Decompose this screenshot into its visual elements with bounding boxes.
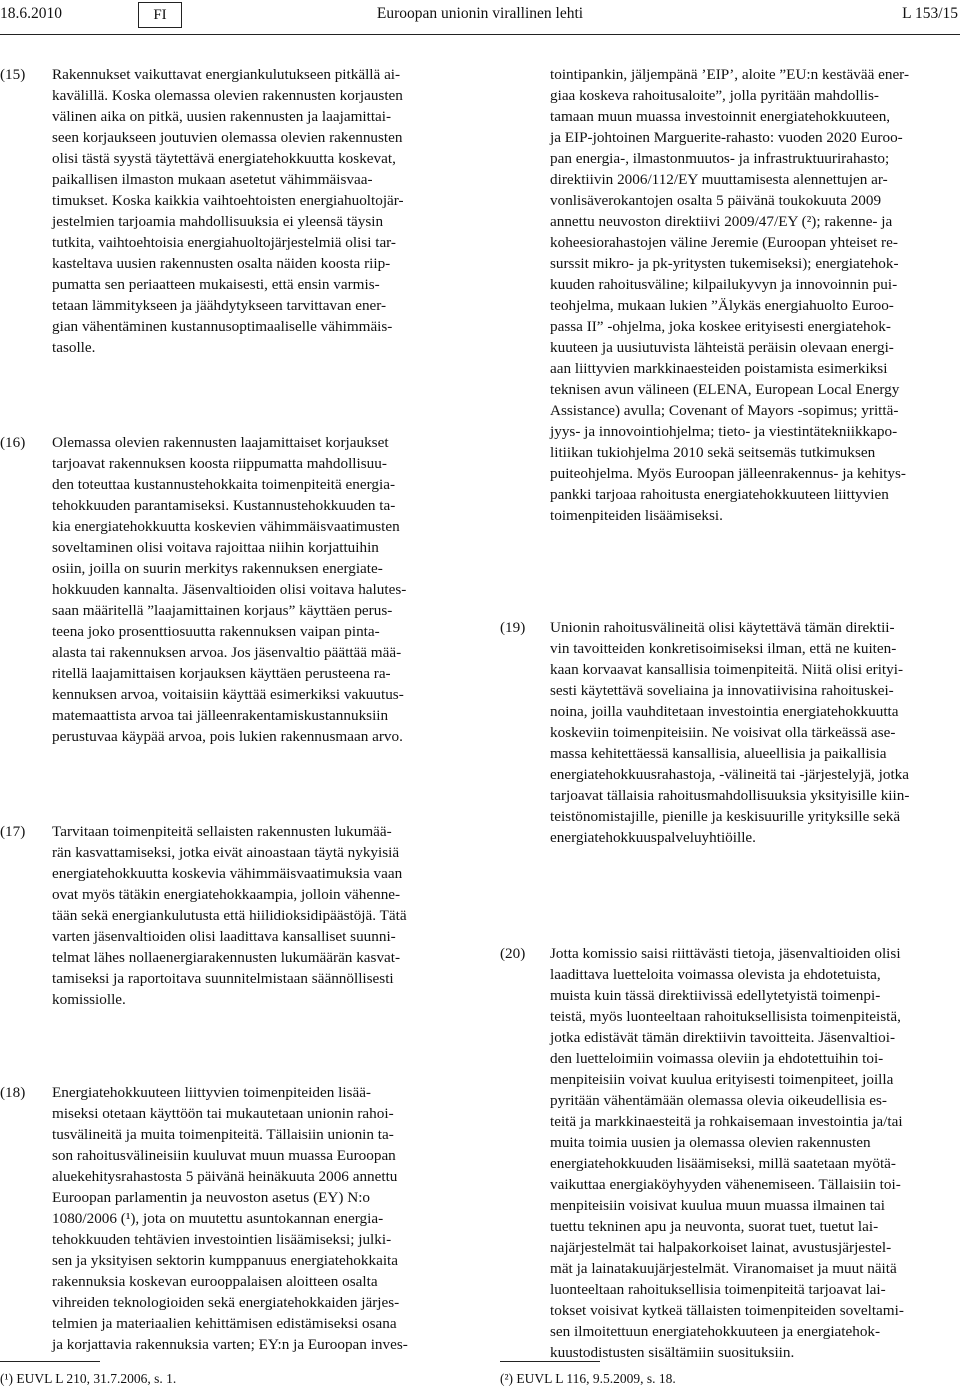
- text-line: rakennuksia koskevan eurooppalaisen aloitteen osalta: [52, 1273, 378, 1290]
- text-line: koheesiorahastojen väline Jeremie (Euroopan yhteiset re-: [550, 234, 898, 251]
- text-line: pumatta sen periaatteen mukaisesti, että ensin varmis-: [52, 276, 380, 293]
- recital-text: [550, 64, 958, 526]
- text-line: tehokkuuden parantamiseksi. Kustannustehokkuuden ta-: [52, 497, 396, 514]
- footnote-right: (²) EUVL L 116, 9.5.2009, s. 18.: [500, 1371, 676, 1386]
- text-line: tokset voisivat kytkeä tällaisten toimenpiteiden soveltami-: [550, 1302, 904, 1319]
- text-line: ja EIP-johtoinen Marguerite-rahasto: vuoden 2020 Euroo-: [550, 129, 903, 146]
- recital-text: [52, 1082, 456, 1355]
- recital-text: [52, 821, 456, 1010]
- text-line: kennuksen arvoa, voitaisiin käyttää esimerkiksi vakuutus-: [52, 686, 404, 703]
- text-line: pyritään vähentämään olemassa olevia oikeudellisia es-: [550, 1092, 887, 1109]
- text-line: Euroopan parlamentin ja neuvoston asetus (EY) N:o: [52, 1189, 371, 1206]
- recital-text: [52, 64, 456, 358]
- text-line: tamaan muun muassa investoinnit energiatehokkuuteen,: [550, 108, 891, 125]
- text-line: tetaan lämmitykseen ja jäähdytykseen tarvittavan ener-: [52, 297, 387, 314]
- text-line: den luetteloimiin voimassa oleviin ja ehdotettuihin toi-: [550, 1050, 884, 1067]
- text-line: aluekehitysrahastosta 5 päivänä heinäkuuta 2006 annettu: [52, 1168, 398, 1185]
- recital-number: (15): [0, 66, 26, 83]
- text-line: koskeviin toimenpiteisiin. Ne voisivat olla tärkeässä ase-: [550, 724, 896, 741]
- text-line: kaan korvaavat kansallisia toimenpiteitä. Niitä olisi erityi-: [550, 661, 904, 678]
- text-line: ja korjattavia rakennuksia varten; EY:n ja Euroopan inves-: [52, 1336, 408, 1353]
- text-line: kuuden rahoitusväline; kilpailukyvyn ja innovoinnin pui-: [550, 276, 898, 293]
- text-line: alasta tai rakennuksen arvoa. Jos jäsenvaltio päättää mää-: [52, 644, 402, 661]
- text-line: den toteuttaa kustannustehokkaita toimenpiteitä energia-: [52, 476, 396, 493]
- text-line: annettu neuvoston direktiivi 2009/47/EY (²); rakenne- ja: [550, 213, 893, 230]
- text-line: tointipankin, jäljempänä ’EIP’, aloite ”EU:n kestävää ener-: [550, 66, 909, 83]
- recital-number: (17): [0, 823, 26, 840]
- text-line: teknisen avun välineen (ELENA, European Local Energy: [550, 381, 900, 398]
- text-line: Unionin rahoitusvälineitä olisi käytettävä tämän direktii-: [550, 619, 895, 636]
- footnote-left: (¹) EUVL L 210, 31.7.2006, s. 1.: [0, 1371, 177, 1386]
- text-line: vaikuttaa energiaköyhyyden vähenemiseen. Tällaisiin toi-: [550, 1176, 901, 1193]
- text-line: teohjelma, mukaan lukien ”Älykäs energiahuolto Euroo-: [550, 297, 894, 314]
- text-line: kuustodistusten sisältämiin suosituksiin.: [550, 1344, 795, 1361]
- text-line: tuettu tekninen apu ja neuvonta, suorat tuet, tuetut lai-: [550, 1218, 879, 1235]
- text-line: teena joko prosenttiosuutta rakennuksen vaipan pinta-: [52, 623, 380, 640]
- text-line: hokkuuden kannalta. Jäsenvaltioiden olisi voitava halutes-: [52, 581, 407, 598]
- text-line: osiin, joilla on suurin merkitys rakennuksen energiate-: [52, 560, 383, 577]
- text-line: gian vähentäminen kustannusoptimaaliselle vähimmäis-: [52, 318, 393, 335]
- text-line: ritellä laajamittaisen korjauksen käyttäen perusteena ra-: [52, 665, 391, 682]
- text-line: energiatehokkuuden lisäämiseksi, millä saatetaan myötä-: [550, 1155, 896, 1172]
- text-line: vin tavoitteiden konkretisoimiseksi ilman, että ne kuiten-: [550, 640, 897, 657]
- text-line: surssit mikro- ja pk-yritysten tukemiseksi); energiatehok-: [550, 255, 899, 272]
- recital-text: [550, 943, 958, 1363]
- recital-text: [52, 432, 456, 747]
- text-line: tehokkuuden tehtävien investointien lisäämiseksi; julki-: [52, 1231, 392, 1248]
- text-line: luonteeltaan rahoituksellisia toimenpiteitä tarjoavat lai-: [550, 1281, 886, 1298]
- text-line: giaa koskeva rahoitusaloite”, jolla pyritään mahdollis-: [550, 87, 879, 104]
- recital-number: (16): [0, 434, 26, 451]
- text-line: laadittava luetteloita voimassa olevista ja ehdotetuista,: [550, 966, 881, 983]
- text-line: tutkita, vaihtoehtoisia energiahuoltojärjestelmiä olisi tar-: [52, 234, 396, 251]
- text-line: jotka edistävät tämän direktiivin tavoitteita. Jäsenvaltioi-: [550, 1029, 895, 1046]
- text-line: muista kuin tässä direktiivissä edellytetyistä toimenpi-: [550, 987, 881, 1004]
- text-line: telmien ja materiaalien kehittämisen edistämiseksi osana: [52, 1315, 397, 1332]
- text-line: energiatehokkuusrahastoja, -välineitä tai -järjestelyjä, jotka: [550, 766, 910, 783]
- text-line: kavälillä. Koska olemassa olevien rakennusten korjausten: [52, 87, 403, 104]
- footnote-rule-right: [500, 1361, 600, 1362]
- text-line: direktiivin 2006/112/EY muuttamisesta alennettujen ar-: [550, 171, 888, 188]
- text-line: sen ilmoitettuun energiatehokkuuteen ja energiatehok-: [550, 1323, 881, 1340]
- text-line: tarjoavat rakennuksen koosta riippumatta mahdollisuu-: [52, 455, 387, 472]
- text-line: kasteltava uusien rakennusten osalta näiden koosta riip-: [52, 255, 391, 272]
- text-line: Tarvitaan toimenpiteitä sellaisten rakennusten lukumää-: [52, 823, 392, 840]
- text-line: Energiatehokkuuteen liittyvien toimenpiteiden lisää-: [52, 1084, 371, 1101]
- text-line: ovat myös tätäkin energiatehokkaampia, jolloin vähenne-: [52, 886, 401, 903]
- text-line: matemaattista arvoa tai jälleenrakentamiskustannuksiin: [52, 707, 389, 724]
- text-line: noina, joilla vauhditetaan investointia energiatehokkuutta: [550, 703, 899, 720]
- text-line: aan liittyvien markkinaesteiden poistamista esimerkiksi: [550, 360, 888, 377]
- text-line: kia energiatehokkuutta koskevien vähimmäisvaatimusten: [52, 518, 400, 535]
- text-line: saan määritellä ”laajamittainen korjaus” käyttäen perus-: [52, 602, 393, 619]
- text-line: Jotta komissio saisi riittävästi tietoja, jäsenvaltioiden olisi: [550, 945, 901, 962]
- text-line: rän kasvattamiseksi, jotka eivät ainoastaan täytä nykyisiä: [52, 844, 400, 861]
- text-line: Rakennukset vaikuttavat energiankulutukseen pitkällä ai-: [52, 66, 401, 83]
- text-line: menpiteisiin voivat kuulua erityisesti toimenpiteet, joilla: [550, 1071, 894, 1088]
- text-line: pan energia-, ilmastonmuutos- ja infrastruktuurirahasto;: [550, 150, 890, 167]
- text-line: paikallisen ilmaston mukaan asetetut vähimmäisvaa-: [52, 171, 373, 188]
- text-line: 1080/2006 (¹), jota on muutettu asuntokannan energia-: [52, 1210, 384, 1227]
- footnote-rule-left: [0, 1361, 100, 1362]
- text-line: tarjoavat tällaisia rahoitusmahdollisuuksia yksityisille kiin-: [550, 787, 910, 804]
- text-line: pankki tarjoaa rahoitusta energiatehokkuuteen liittyvien: [550, 486, 889, 503]
- text-line: sen ja yksityisen sektorin kumppanuus energiatehokkaita: [52, 1252, 399, 1269]
- text-line: teitä ja markkinaesteitä ja rohkaisemaan investointia ja/tai: [550, 1113, 903, 1130]
- text-line: komissiolle.: [52, 991, 126, 1008]
- text-line: jyys- ja innovointiohjelma; tieto- ja viestintätekniikkapo-: [550, 423, 898, 440]
- text-line: najärjestelmät tai halpakorkoiset lainat, avustusjärjestel-: [550, 1239, 892, 1256]
- text-line: tamiseksi ja raportoitava suunnitelmistaan säännöllisesti: [52, 970, 394, 987]
- recital-number: (20): [500, 945, 526, 962]
- page-reference: L 153/15: [902, 5, 958, 22]
- text-line: vonlisäverokantojen osalta 5 päivänä toukokuuta 2009: [550, 192, 882, 209]
- text-line: soveltaminen olisi voitava rajoittaa niihin korjattuihin: [52, 539, 379, 556]
- language-code-box: FI: [138, 2, 182, 28]
- text-line: toimenpiteiden lisäämiseksi.: [550, 507, 723, 524]
- publication-date: 18.6.2010: [0, 5, 62, 22]
- text-line: passa II” -ohjelma, joka koskee erityisesti energiatehok-: [550, 318, 891, 335]
- recital-text: [550, 617, 958, 848]
- text-line: energiatehokkuuspalveluyhtiöille.: [550, 829, 756, 846]
- text-line: sesti käytettävä soveliaina ja innovatiivisina rahoituskei-: [550, 682, 894, 699]
- text-line: son rahoitusvälineisiin kuuluvat muun muassa Euroopan: [52, 1147, 396, 1164]
- text-line: Assistance) avulla; Covenant of Mayors -sopimus; yrittä-: [550, 402, 899, 419]
- text-line: seen korjaukseen joutuvien olemassa olevien rakennusten: [52, 129, 403, 146]
- text-line: muita toimia uusien ja olemassa olevien rakennusten: [550, 1134, 871, 1151]
- text-line: timukset. Koska kaikkia vaihtoehtoisten energiahuoltojär-: [52, 192, 404, 209]
- text-line: energiatehokkuutta koskevia vähimmäisvaatimuksia vaan: [52, 865, 403, 882]
- text-line: telmat lähes nollaenergiarakennusten lukumäärän kasvat-: [52, 949, 401, 966]
- text-line: varten jäsenvaltioiden olisi laadittava kansalliset suunni-: [52, 928, 396, 945]
- text-line: välinen aika on pitkä, uusien rakennusten ja laajamittai-: [52, 108, 392, 125]
- text-line: jestelmien tarjoamia mahdollisuuksia ei yleensä täysin: [52, 213, 384, 230]
- text-line: miseksi otetaan käyttöön tai mukautetaan unionin rahoi-: [52, 1105, 394, 1122]
- text-line: teistönomistajille, pienille ja keskisuurille yrityksille sekä: [550, 808, 901, 825]
- text-line: Olemassa olevien rakennusten laajamittaiset korjaukset: [52, 434, 389, 451]
- text-line: massa kehitettäessä kansallisia, alueellisia ja paikallisia: [550, 745, 887, 762]
- text-line: tusvälineitä ja muita toimenpiteitä. Tällaisiin unionin ta-: [52, 1126, 394, 1143]
- text-line: kuuteen ja uusiutuvista lähteistä peräisin olevaan energi-: [550, 339, 894, 356]
- text-line: tasolle.: [52, 339, 96, 356]
- text-line: litiikan tukiohjelma 2010 sekä seitsemäs tutkimuksen: [550, 444, 876, 461]
- text-line: mät ja lainatakuujärjestelmät. Viranomaiset ja muut näitä: [550, 1260, 897, 1277]
- header-rule: [0, 34, 960, 35]
- text-line: menpiteisiin voisivat kuulua muun muassa ilmainen tai: [550, 1197, 885, 1214]
- recital-number: (19): [500, 619, 526, 636]
- text-line: tään sekä energiankulutusta että hiilidioksidipäästöjä. Tätä: [52, 907, 407, 924]
- page-header: [0, 0, 960, 34]
- text-line: perustuvaa käypää arvoa, pois lukien rakennusmaan arvo.: [52, 728, 403, 745]
- journal-title: Euroopan unionin virallinen lehti: [376, 5, 584, 22]
- text-line: teistä, myös luonteeltaan rahoituksellisista toimenpiteistä,: [550, 1008, 901, 1025]
- text-line: vihreiden teknologioiden sekä energiatehokkaiden järjes-: [52, 1294, 400, 1311]
- text-line: olisi tästä syystä täytettävä energiatehokkuutta koskevat,: [52, 150, 396, 167]
- recital-number: (18): [0, 1084, 26, 1101]
- text-line: puiteohjelma. Myös Euroopan jälleenrakennus- ja kehitys-: [550, 465, 906, 482]
